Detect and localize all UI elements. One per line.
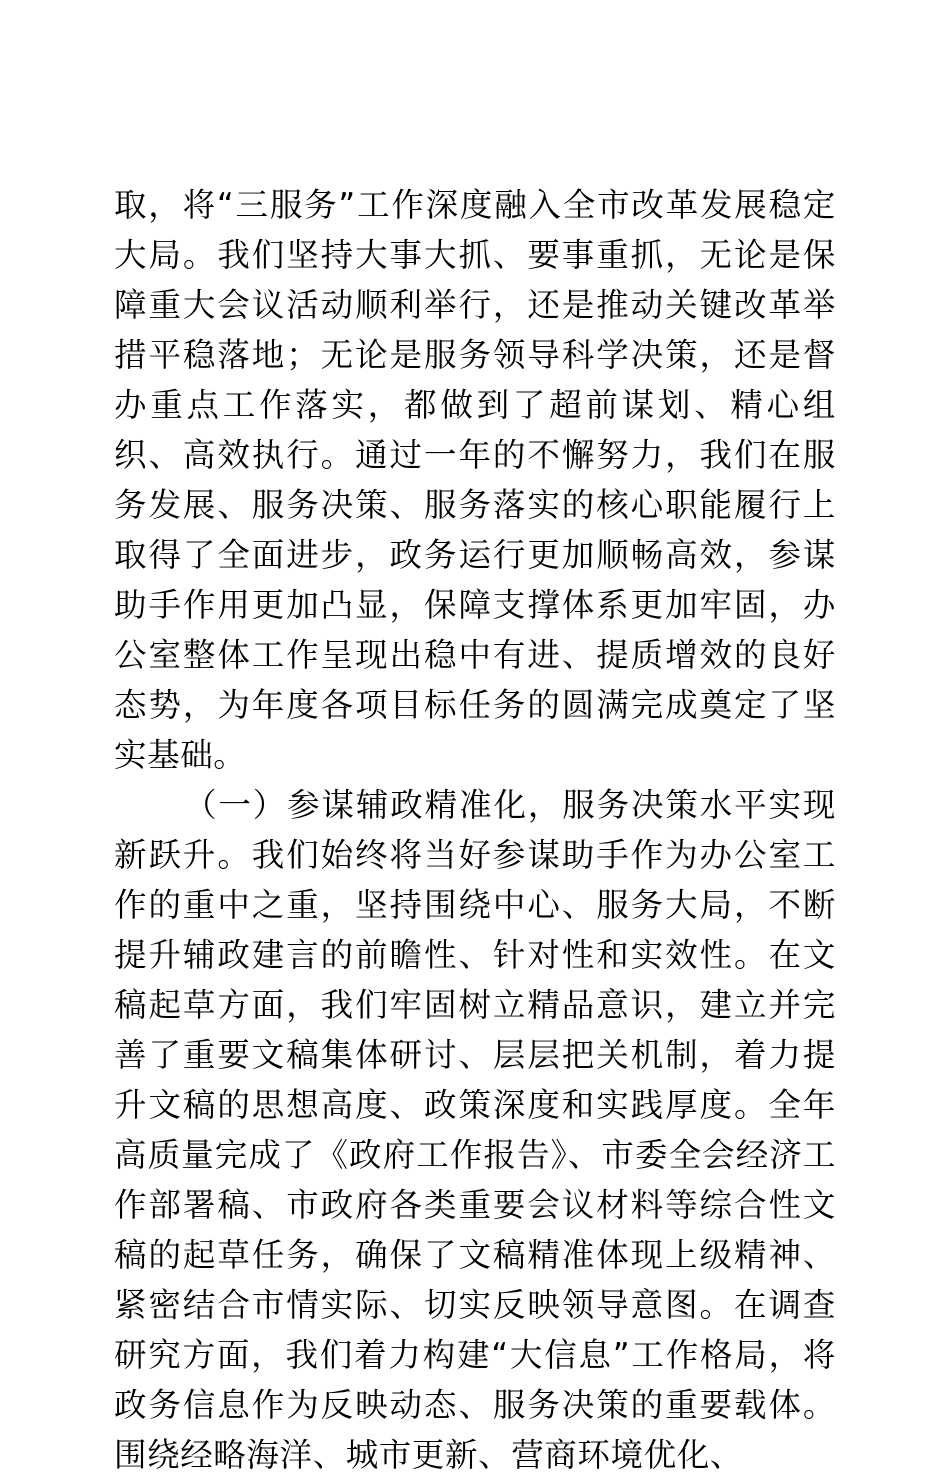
paragraph-section-one: （一）参谋辅政精准化，服务决策水平实现新跃升。我们始终将当好参谋助手作为办公室工作的重中之重，坚持围绕中心、服务大局，不断提升辅政建言的前瞻性、针对性和实效性。在文稿起草方面，我们牢固树立精品意识，建立并完善了重要文稿集体研讨、层层把关机制，着力提升文稿的思想高度、政策深度和实践厚度。全年高质量完成了《政府工作报告》、市委全会经济工作部署稿、市政府各类重要会议材料等综合性文稿的起草任务，确保了文稿精准体现上级精神、紧密结合市情实际、切实反映领导意图。在调查研究方面，我们着力构建“大信息”工作格局，将政务信息作为反映动态、服务决策的重要载体。围绕经略海洋、城市更新、营商环境优化、 [114, 786, 836, 1474]
paragraph-continued: 取，将“三服务”工作深度融入全市改革发展稳定大局。我们坚持大事大抓、要事重抓，无论是保障重大会议活动顺利举行，还是推动关键改革举措平稳落地；无论是服务领导科学决策，还是督办重点工作落实，都做到了超前谋划、精心组织、高效执行。通过一年的不懈努力，我们在服务发展、服务决策、服务落实的核心职能履行上取得了全面进步，政务运行更加顺畅高效，参谋助手作用更加凸显，保障支撑体系更加牢固，办公室整体工作呈现出稳中有进、提质增效的良好态势，为年度各项目标任务的圆满完成奠定了坚实基础。 [114, 186, 836, 774]
page-text-body [114, 180, 836, 1480]
